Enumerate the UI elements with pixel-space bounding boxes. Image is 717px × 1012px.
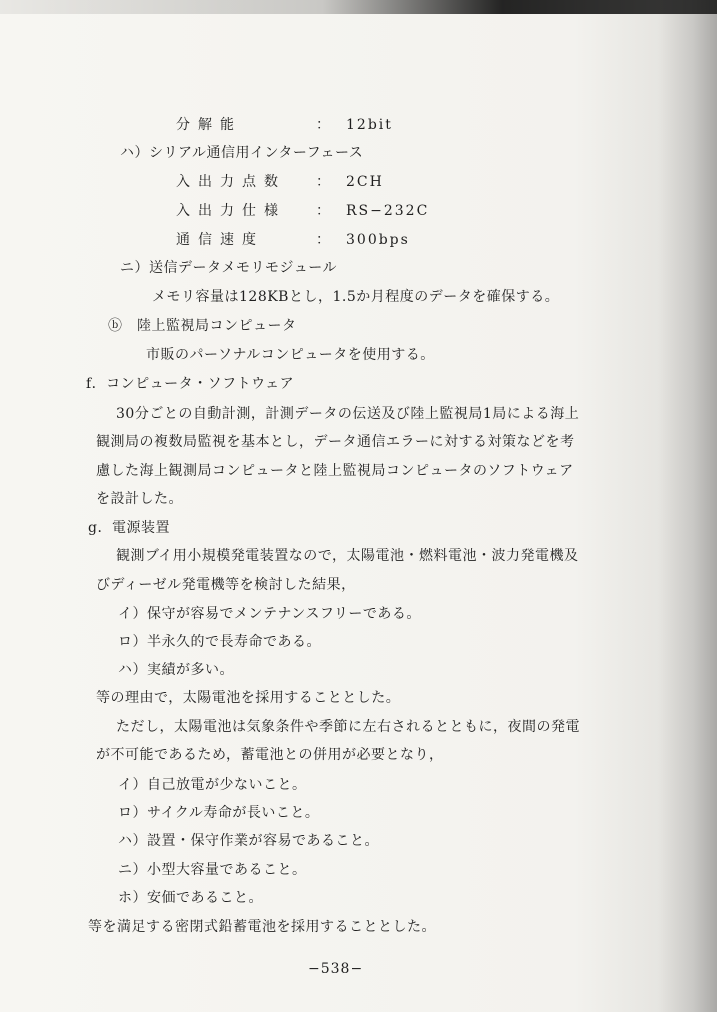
list-item-requirement: イ）自己放電が少ないこと。 <box>118 777 307 793</box>
spec-label: 分解能 <box>176 117 242 133</box>
list-item-requirement: ロ）サイクル寿命が長いこと。 <box>118 805 320 821</box>
list-item-memory-module: ニ）送信データメモリモジュール <box>120 260 337 276</box>
spec-value: RS−232C <box>346 203 430 219</box>
spec-row-io-spec <box>176 202 429 220</box>
paragraph-line: が不可能であるため，蓄電池との併用が必要となり， <box>96 747 444 763</box>
spec-value: 2CH <box>346 174 384 190</box>
spec-label: 入出力点数 <box>176 174 286 190</box>
spec-row-resolution <box>176 116 393 134</box>
spec-colon: ： <box>316 232 330 248</box>
spec-colon: ： <box>316 174 330 190</box>
scan-binding-shadow <box>657 0 717 1012</box>
memory-capacity-text: メモリ容量は128KBとし，1.5か月程度のデータを確保する。 <box>152 289 560 305</box>
paragraph-line: を設計した。 <box>96 491 183 507</box>
spec-value: 12bit <box>346 117 393 133</box>
paragraph-line: ただし，太陽電池は気象条件や季節に左右されるとともに，夜間の発電 <box>116 719 580 735</box>
list-item-requirement: ハ）設置・保守作業が容易であること。 <box>118 833 379 849</box>
list-item-serial-interface: ハ）シリアル通信用インターフェース <box>120 145 364 161</box>
list-item-reason: イ）保守が容易でメンテナンスフリーである。 <box>118 606 421 622</box>
list-item-reason: ロ）半永久的で長寿命である。 <box>118 634 321 650</box>
spec-label: 通信速度 <box>176 232 264 248</box>
scan-top-shadow <box>0 0 717 14</box>
heading-software: f．コンピュータ・ソフトウェア <box>86 376 295 392</box>
land-computer-text: 市販のパーソナルコンピュータを使用する。 <box>146 347 435 363</box>
spec-label: 入出力仕様 <box>176 203 286 219</box>
list-item-requirement: ホ）安価であること。 <box>118 890 263 906</box>
spec-row-io-points <box>176 173 384 191</box>
list-item-requirement: ニ）小型大容量であること。 <box>118 862 307 878</box>
spec-row-speed <box>176 231 410 249</box>
subheading-land-computer: ⓑ 陸上監視局コンピュータ <box>108 318 297 334</box>
paragraph-line: 観測局の複数局監視を基本とし，データ通信エラーに対する対策などを考 <box>96 434 575 450</box>
paragraph-line: 30分ごとの自動計測，計測データの伝送及び陸上監視局1局による海上 <box>116 406 580 422</box>
paragraph-line: 慮した海上観測局コンピュータと陸上監視局コンピュータのソフトウェア <box>96 463 574 479</box>
spec-value: 300bps <box>346 232 410 248</box>
paragraph-line: 観測ブイ用小規模発電装置なので，太陽電池・燃料電池・波力発電機及 <box>116 548 579 564</box>
heading-power-supply: g．電源装置 <box>88 520 170 536</box>
page-number: −538− <box>308 961 364 977</box>
paragraph-line: 等を満足する密閉式鉛蓄電池を採用することとした。 <box>88 919 436 935</box>
spec-colon: ： <box>316 203 330 219</box>
spec-colon: ： <box>316 117 330 133</box>
paragraph-line: びディーゼル発電機等を検討した結果， <box>96 577 356 593</box>
list-item-reason: ハ）実績が多い。 <box>118 662 234 678</box>
paragraph-line: 等の理由で，太陽電池を採用することとした。 <box>96 690 401 706</box>
